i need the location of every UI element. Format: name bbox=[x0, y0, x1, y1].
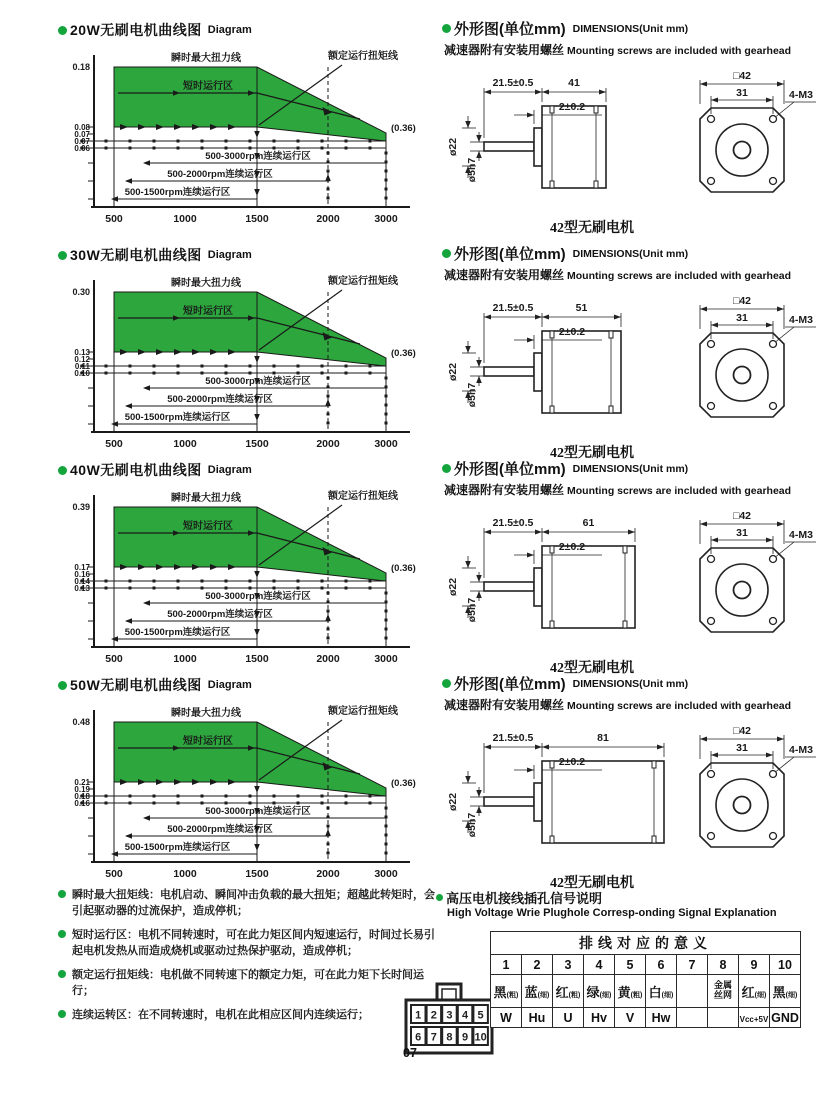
svg-text:0.17: 0.17 bbox=[74, 563, 90, 572]
dim-caption: 42型无刷电机 bbox=[550, 221, 634, 236]
svg-text:瞬时最大扭力线: 瞬时最大扭力线 bbox=[171, 708, 241, 719]
signal-value-cell: W bbox=[491, 1008, 522, 1028]
chart-title: 40W无刷电机曲线图 bbox=[70, 462, 202, 478]
dim-subtitle: 减速器附有安装用螺丝 Mounting screws are included with gearhead bbox=[444, 43, 792, 57]
signal-value-cell: Hw bbox=[646, 1008, 677, 1028]
svg-text:0.16: 0.16 bbox=[74, 799, 90, 808]
svg-text:0.16: 0.16 bbox=[74, 570, 90, 579]
svg-text:2±0.2: 2±0.2 bbox=[558, 326, 586, 338]
svg-text:5: 5 bbox=[477, 1009, 484, 1022]
chart-title-row bbox=[58, 20, 436, 40]
svg-text:0.30: 0.30 bbox=[72, 287, 90, 297]
svg-text:4-M3: 4-M3 bbox=[789, 89, 813, 101]
signal-section bbox=[398, 888, 818, 1049]
svg-text:500-2000rpm连续运行区: 500-2000rpm连续运行区 bbox=[167, 824, 273, 835]
svg-text:21.5±0.5: 21.5±0.5 bbox=[492, 77, 534, 89]
note-text: 额定运行扭矩线：电机做不同转速下的额定力矩，可在此力矩下长时间运行； bbox=[72, 968, 424, 997]
signal-value-cell: V bbox=[615, 1008, 646, 1028]
svg-text:31: 31 bbox=[736, 312, 748, 324]
svg-text:500-2000rpm连续运行区: 500-2000rpm连续运行区 bbox=[167, 609, 273, 620]
chart-title-en: Diagram bbox=[207, 464, 252, 476]
svg-text:0.13: 0.13 bbox=[74, 348, 90, 357]
signal-title: 高压电机接线插孔信号说明 bbox=[446, 891, 603, 906]
svg-text:(0.36): (0.36) bbox=[391, 348, 416, 359]
bullet-icon bbox=[58, 251, 67, 260]
svg-text:500-3000rpm连续运行区: 500-3000rpm连续运行区 bbox=[205, 591, 311, 602]
svg-text:0.21: 0.21 bbox=[74, 778, 90, 787]
svg-text:□42: □42 bbox=[732, 725, 752, 737]
svg-text:0.48: 0.48 bbox=[72, 717, 90, 727]
pin-number-cell: 5 bbox=[615, 955, 646, 975]
table-row bbox=[491, 975, 801, 1008]
wire-color-cell: 黑(粗) bbox=[491, 975, 522, 1008]
svg-text:0.13: 0.13 bbox=[74, 584, 90, 593]
svg-text:ø22: ø22 bbox=[447, 362, 459, 382]
bullet-icon bbox=[58, 26, 67, 35]
dim-title: 外形图(单位mm) bbox=[454, 21, 566, 38]
bullet-icon bbox=[436, 894, 443, 901]
svg-text:短时运行区: 短时运行区 bbox=[183, 521, 233, 532]
signal-value-cell bbox=[708, 1008, 739, 1028]
svg-text:1000: 1000 bbox=[173, 653, 197, 665]
note-item bbox=[58, 888, 438, 920]
svg-text:61: 61 bbox=[582, 517, 595, 529]
svg-text:额定运行扭矩线: 额定运行扭矩线 bbox=[328, 276, 398, 287]
pin-number-cell: 6 bbox=[646, 955, 677, 975]
pin-number-cell: 1 bbox=[491, 955, 522, 975]
dim-title-en: DIMENSIONS(Unit mm) bbox=[572, 462, 689, 475]
dim-caption: 42型无刷电机 bbox=[550, 446, 634, 461]
svg-text:41: 41 bbox=[568, 77, 580, 89]
svg-text:0.12: 0.12 bbox=[74, 355, 90, 364]
dim-section-2 bbox=[442, 243, 816, 462]
chart-title-en: Diagram bbox=[207, 24, 252, 36]
bullet-icon bbox=[58, 890, 66, 898]
signal-value-cell: Hu bbox=[522, 1008, 553, 1028]
signal-table bbox=[490, 931, 801, 1028]
dim-caption: 42型无刷电机 bbox=[550, 876, 634, 891]
svg-text:4-M3: 4-M3 bbox=[789, 744, 813, 756]
chart-title: 30W无刷电机曲线图 bbox=[70, 247, 202, 263]
svg-text:7: 7 bbox=[430, 1031, 437, 1044]
svg-text:1500: 1500 bbox=[245, 213, 269, 225]
chart-title-en: Diagram bbox=[207, 249, 252, 261]
svg-text:2000: 2000 bbox=[316, 438, 340, 450]
svg-text:ø22: ø22 bbox=[447, 137, 459, 157]
svg-text:短时运行区: 短时运行区 bbox=[183, 306, 233, 317]
dimension-drawing bbox=[442, 498, 816, 657]
svg-text:□42: □42 bbox=[732, 295, 752, 307]
svg-text:额定运行扭矩线: 额定运行扭矩线 bbox=[328, 706, 398, 717]
wire-color-cell: 金属 丝网 bbox=[708, 975, 739, 1008]
pin-number-cell: 4 bbox=[584, 955, 615, 975]
svg-text:0.06: 0.06 bbox=[74, 144, 90, 153]
svg-text:3: 3 bbox=[446, 1009, 453, 1022]
svg-text:(0.36): (0.36) bbox=[391, 123, 416, 134]
svg-text:31: 31 bbox=[736, 527, 748, 539]
bullet-icon bbox=[442, 464, 451, 473]
svg-text:1500: 1500 bbox=[245, 438, 269, 450]
svg-text:500-3000rpm连续运行区: 500-3000rpm连续运行区 bbox=[205, 806, 311, 817]
svg-text:21.5±0.5: 21.5±0.5 bbox=[492, 517, 534, 529]
bullet-icon bbox=[58, 970, 66, 978]
svg-text:21.5±0.5: 21.5±0.5 bbox=[492, 302, 534, 314]
dim-title-en: DIMENSIONS(Unit mm) bbox=[572, 247, 689, 260]
signal-body bbox=[398, 919, 818, 1049]
svg-text:0.11: 0.11 bbox=[74, 362, 90, 371]
bullet-icon bbox=[442, 24, 451, 33]
signal-value-cell: U bbox=[553, 1008, 584, 1028]
chart-title: 20W无刷电机曲线图 bbox=[70, 22, 202, 38]
dim-subtitle: 减速器附有安装用螺丝 Mounting screws are included with gearhead bbox=[444, 698, 792, 712]
svg-text:瞬时最大扭力线: 瞬时最大扭力线 bbox=[171, 53, 241, 64]
signal-title-en: High Voltage Wrie Plughole Corresp-onding Signal Explanation bbox=[447, 907, 777, 919]
svg-text:短时运行区: 短时运行区 bbox=[183, 736, 233, 747]
dim-title-en: DIMENSIONS(Unit mm) bbox=[572, 677, 689, 690]
wire-color-cell: 蓝(细) bbox=[522, 975, 553, 1008]
svg-text:0.07: 0.07 bbox=[74, 130, 90, 139]
dim-caption: 42型无刷电机 bbox=[550, 661, 634, 676]
svg-text:500: 500 bbox=[105, 438, 123, 450]
svg-text:10: 10 bbox=[474, 1031, 487, 1044]
bullet-icon bbox=[58, 930, 66, 938]
bullet-icon bbox=[58, 1010, 66, 1018]
table-row bbox=[491, 955, 801, 975]
svg-text:1000: 1000 bbox=[173, 868, 197, 880]
svg-text:4-M3: 4-M3 bbox=[789, 529, 813, 541]
pin-number-cell: 3 bbox=[553, 955, 584, 975]
svg-text:0.08: 0.08 bbox=[74, 123, 90, 132]
signal-value-cell bbox=[677, 1008, 708, 1028]
svg-text:0.10: 0.10 bbox=[74, 369, 90, 378]
bullet-icon bbox=[442, 249, 451, 258]
notes-list bbox=[58, 888, 438, 1032]
svg-text:500-1500rpm连续运行区: 500-1500rpm连续运行区 bbox=[124, 627, 231, 638]
chart-section-50w bbox=[58, 675, 436, 893]
dim-subtitle: 减速器附有安装用螺丝 Mounting screws are included with gearhead bbox=[444, 268, 792, 282]
svg-text:短时运行区: 短时运行区 bbox=[183, 81, 233, 92]
wire-color-cell: 黑(细) bbox=[770, 975, 801, 1008]
dimension-drawing bbox=[442, 58, 816, 217]
svg-text:□42: □42 bbox=[732, 510, 752, 522]
svg-text:额定运行扭矩线: 额定运行扭矩线 bbox=[328, 491, 398, 502]
svg-text:500-3000rpm连续运行区: 500-3000rpm连续运行区 bbox=[205, 376, 311, 387]
bullet-icon bbox=[442, 679, 451, 688]
svg-text:1500: 1500 bbox=[245, 868, 269, 880]
svg-text:31: 31 bbox=[736, 742, 748, 754]
svg-text:ø22: ø22 bbox=[447, 577, 459, 597]
wire-color-cell: 红(粗) bbox=[553, 975, 584, 1008]
note-text: 短时运行区：电机不同转速时，可在此力矩区间内短速运行，时间过长易引起电机发热从而造成烧机或驱动过热保护驱动，造成停机； bbox=[72, 928, 435, 957]
svg-text:1500: 1500 bbox=[245, 653, 269, 665]
svg-text:1: 1 bbox=[415, 1009, 422, 1022]
pin-number-cell: 7 bbox=[677, 955, 708, 975]
svg-text:51: 51 bbox=[575, 302, 588, 314]
svg-text:6: 6 bbox=[415, 1031, 422, 1044]
dimension-drawing bbox=[442, 713, 816, 872]
svg-text:2: 2 bbox=[430, 1009, 437, 1022]
signal-title-row bbox=[436, 888, 818, 907]
table-row bbox=[491, 1008, 801, 1028]
svg-text:4-M3: 4-M3 bbox=[789, 314, 813, 326]
svg-text:(0.36): (0.36) bbox=[391, 778, 416, 789]
signal-value-cell: Hv bbox=[584, 1008, 615, 1028]
pin-number-cell: 10 bbox=[770, 955, 801, 975]
svg-text:(0.36): (0.36) bbox=[391, 563, 416, 574]
wire-color-cell: 黄(粗) bbox=[615, 975, 646, 1008]
chart-section-40w bbox=[58, 460, 436, 678]
svg-text:0.39: 0.39 bbox=[72, 502, 90, 512]
svg-text:9: 9 bbox=[461, 1031, 469, 1044]
svg-text:ø5h7: ø5h7 bbox=[466, 157, 478, 183]
note-item bbox=[58, 968, 438, 1000]
chart-title-row bbox=[58, 460, 436, 480]
dim-section-4 bbox=[442, 673, 816, 892]
svg-text:瞬时最大扭力线: 瞬时最大扭力线 bbox=[171, 278, 241, 289]
svg-text:500-1500rpm连续运行区: 500-1500rpm连续运行区 bbox=[124, 412, 231, 423]
dim-title-en: DIMENSIONS(Unit mm) bbox=[572, 22, 689, 35]
page-number: 07 bbox=[403, 1046, 417, 1060]
pin-number-cell: 9 bbox=[739, 955, 770, 975]
wire-color-cell bbox=[677, 975, 708, 1008]
svg-text:1000: 1000 bbox=[173, 438, 197, 450]
svg-text:31: 31 bbox=[736, 87, 748, 99]
svg-text:瞬时最大扭力线: 瞬时最大扭力线 bbox=[171, 493, 241, 504]
chart-title-row bbox=[58, 675, 436, 695]
svg-text:81: 81 bbox=[597, 732, 609, 744]
chart-title: 50W无刷电机曲线图 bbox=[70, 677, 202, 693]
dim-title: 外形图(单位mm) bbox=[454, 461, 566, 478]
svg-text:ø5h7: ø5h7 bbox=[466, 597, 478, 623]
svg-text:3000: 3000 bbox=[374, 653, 398, 665]
dim-subtitle: 减速器附有安装用螺丝 Mounting screws are included with gearhead bbox=[444, 483, 792, 497]
svg-text:2000: 2000 bbox=[316, 653, 340, 665]
dim-title: 外形图(单位mm) bbox=[454, 676, 566, 693]
svg-text:0.18: 0.18 bbox=[74, 792, 90, 801]
torque-speed-chart bbox=[58, 696, 436, 893]
note-text: 连续运转区：在不同转速时，电机在此相应区间内连续运行； bbox=[72, 1008, 369, 1021]
svg-text:1000: 1000 bbox=[173, 213, 197, 225]
chart-title-en: Diagram bbox=[207, 679, 252, 691]
wire-color-cell: 红(细) bbox=[739, 975, 770, 1008]
svg-text:□42: □42 bbox=[732, 70, 752, 82]
signal-value-cell: Vcc+5V bbox=[739, 1008, 770, 1028]
wire-color-cell: 绿(细) bbox=[584, 975, 615, 1008]
bullet-icon bbox=[58, 681, 67, 690]
chart-title-row bbox=[58, 245, 436, 265]
svg-text:2±0.2: 2±0.2 bbox=[558, 756, 586, 768]
svg-text:0.18: 0.18 bbox=[72, 62, 90, 72]
chart-section-30w bbox=[58, 245, 436, 463]
torque-speed-chart bbox=[58, 481, 436, 678]
svg-text:500: 500 bbox=[105, 868, 123, 880]
chart-section-20w bbox=[58, 20, 436, 238]
svg-text:500: 500 bbox=[105, 653, 123, 665]
svg-text:0.19: 0.19 bbox=[74, 785, 90, 794]
dim-title: 外形图(单位mm) bbox=[454, 246, 566, 263]
wire-color-cell: 白(细) bbox=[646, 975, 677, 1008]
torque-speed-chart bbox=[58, 266, 436, 463]
svg-text:ø5h7: ø5h7 bbox=[466, 382, 478, 408]
svg-text:3000: 3000 bbox=[374, 438, 398, 450]
bullet-icon bbox=[58, 466, 67, 475]
svg-text:500-1500rpm连续运行区: 500-1500rpm连续运行区 bbox=[124, 187, 231, 198]
svg-text:500-3000rpm连续运行区: 500-3000rpm连续运行区 bbox=[205, 151, 311, 162]
svg-text:2±0.2: 2±0.2 bbox=[558, 541, 586, 553]
svg-text:3000: 3000 bbox=[374, 868, 398, 880]
pin-number-cell: 8 bbox=[708, 955, 739, 975]
svg-text:2±0.2: 2±0.2 bbox=[558, 101, 586, 113]
torque-speed-chart bbox=[58, 41, 436, 238]
svg-text:500-2000rpm连续运行区: 500-2000rpm连续运行区 bbox=[167, 169, 273, 180]
pin-number-cell: 2 bbox=[522, 955, 553, 975]
svg-text:ø5h7: ø5h7 bbox=[466, 812, 478, 838]
svg-text:额定运行扭矩线: 额定运行扭矩线 bbox=[328, 51, 398, 62]
svg-text:4: 4 bbox=[461, 1009, 469, 1022]
svg-text:500-2000rpm连续运行区: 500-2000rpm连续运行区 bbox=[167, 394, 273, 405]
note-item bbox=[58, 928, 438, 960]
note-item bbox=[58, 1008, 438, 1024]
svg-text:500: 500 bbox=[105, 213, 123, 225]
svg-text:0.14: 0.14 bbox=[74, 577, 90, 586]
dim-section-3 bbox=[442, 458, 816, 677]
svg-text:3000: 3000 bbox=[374, 213, 398, 225]
dim-section-1 bbox=[442, 18, 816, 237]
svg-text:500-1500rpm连续运行区: 500-1500rpm连续运行区 bbox=[124, 842, 231, 853]
svg-text:0.07: 0.07 bbox=[74, 137, 90, 146]
svg-text:21.5±0.5: 21.5±0.5 bbox=[492, 732, 534, 744]
svg-text:ø22: ø22 bbox=[447, 792, 459, 812]
svg-text:2000: 2000 bbox=[316, 213, 340, 225]
signal-value-cell: GND bbox=[770, 1008, 801, 1028]
note-text: 瞬时最大扭矩线：电机启动、瞬间冲击负载的最大扭矩；超越此转矩时，会引起驱动器的过流保护，造成停机； bbox=[72, 889, 435, 917]
table-row bbox=[491, 932, 801, 955]
svg-text:8: 8 bbox=[446, 1031, 453, 1044]
table-header-cell: 排线对应的意义 bbox=[491, 932, 801, 955]
svg-text:2000: 2000 bbox=[316, 868, 340, 880]
dimension-drawing bbox=[442, 283, 816, 442]
